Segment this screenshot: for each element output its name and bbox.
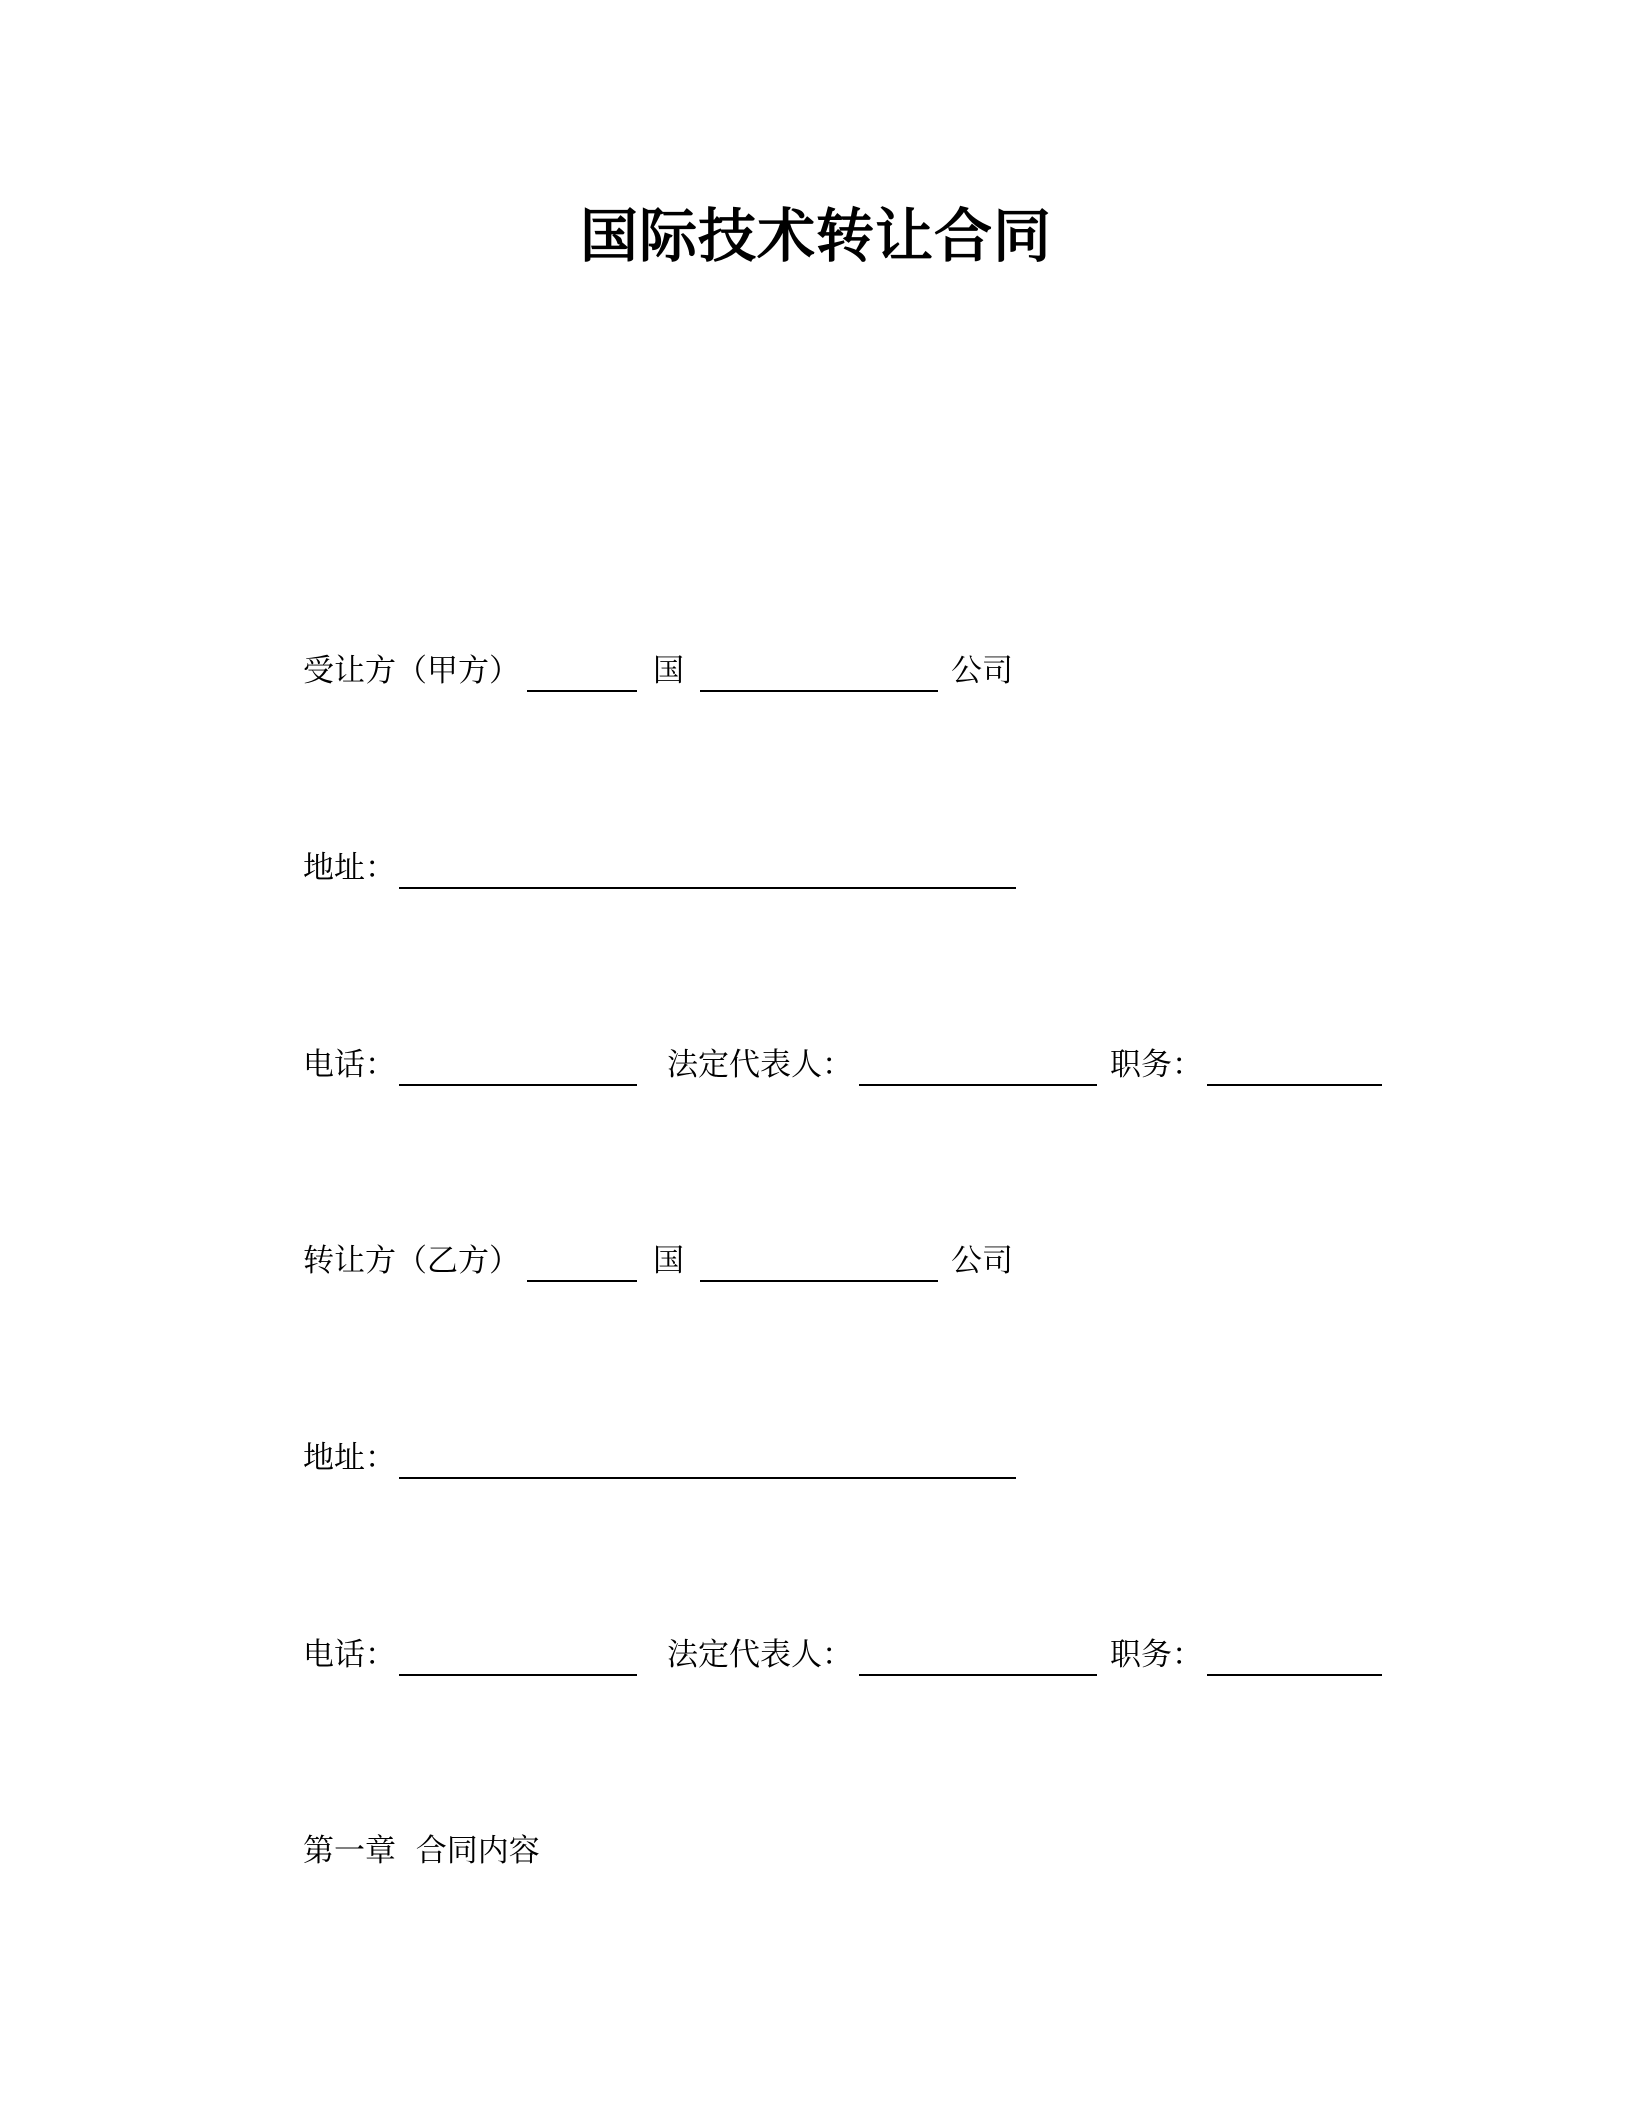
party-b-country-suffix: 国 <box>653 1243 684 1279</box>
party-a-address-blank[interactable] <box>399 887 1016 889</box>
party-a-country-blank[interactable] <box>527 690 637 692</box>
page-title: 国际技术转让合同 <box>579 202 1052 270</box>
party-b-company-blank[interactable] <box>700 1280 938 1282</box>
party-a-position-blank[interactable] <box>1207 1084 1382 1086</box>
chapter-1-heading: 第一章 合同内容 <box>303 1833 540 1869</box>
party-b-country-blank[interactable] <box>527 1280 637 1282</box>
party-b-role-label: 转让方（乙方） <box>303 1243 520 1279</box>
party-a-phone-label: 电话： <box>303 1047 396 1083</box>
party-b-rep-blank[interactable] <box>859 1674 1097 1676</box>
party-a-rep-label: 法定代表人： <box>667 1047 853 1083</box>
party-b-phone-label: 电话： <box>303 1637 396 1673</box>
party-a-country-suffix: 国 <box>653 653 684 689</box>
party-b-address-blank[interactable] <box>399 1477 1016 1479</box>
party-a-phone-blank[interactable] <box>399 1084 637 1086</box>
party-a-position-label: 职务： <box>1110 1047 1203 1083</box>
party-a-address-label: 地址： <box>303 850 396 886</box>
party-b-position-label: 职务： <box>1110 1637 1203 1673</box>
party-a-company-suffix: 公司 <box>951 653 1013 689</box>
party-a-role-label: 受让方（甲方） <box>303 653 520 689</box>
party-a-rep-blank[interactable] <box>859 1084 1097 1086</box>
party-a-company-blank[interactable] <box>700 690 938 692</box>
party-b-position-blank[interactable] <box>1207 1674 1382 1676</box>
party-b-address-label: 地址： <box>303 1440 396 1476</box>
party-b-phone-blank[interactable] <box>399 1674 637 1676</box>
party-b-company-suffix: 公司 <box>951 1243 1013 1279</box>
party-b-rep-label: 法定代表人： <box>667 1637 853 1673</box>
